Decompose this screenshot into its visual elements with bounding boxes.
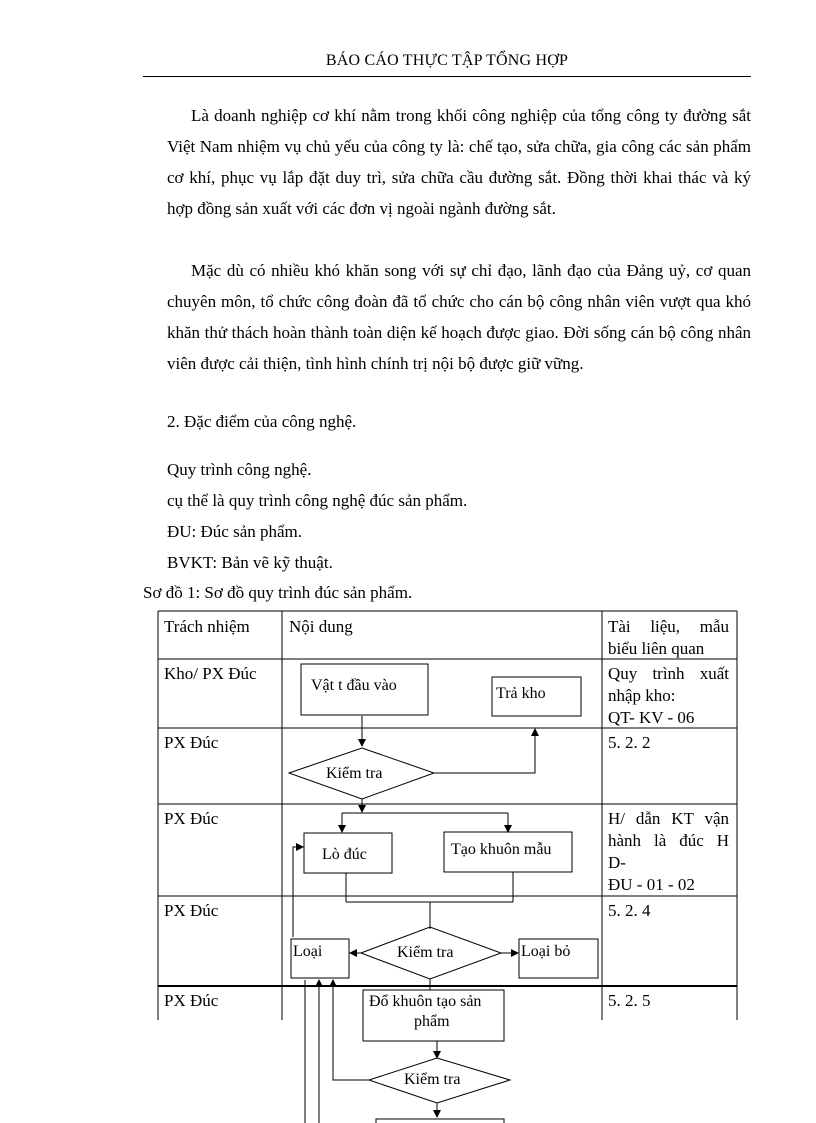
flow-furnace: Lò đúc bbox=[322, 846, 367, 863]
diagram-caption: Sơ đồ 1: Sơ đồ quy trình đúc sản phẩm. bbox=[143, 583, 413, 602]
line-abbrev-du: ĐU: Đúc sản phẩm. bbox=[167, 522, 303, 541]
flow-discard: Loại bỏ bbox=[521, 943, 571, 960]
table-header-docs-line2: biểu liên quan bbox=[608, 639, 705, 658]
line-specific: cụ thể là quy trình công nghệ đúc sản phẩm. bbox=[167, 491, 468, 510]
row1-docs-line3: QT- KV - 06 bbox=[608, 708, 695, 727]
flow-pour-line1: Đổ khuôn tạo sản bbox=[369, 993, 482, 1010]
paragraph-achievements: Mặc dù có nhiều khó khăn song với sự chỉ đạo, lãnh đạo của Đảng uỷ, cơ quan chuyên môn, tổ chức công đoàn đã tổ chức cho cán bộ công nhân viên vượt qua khó khăn thử thách hoàn thành toàn diện kế hoạch được giao. Đời sống cán bộ công nhân viên được cải thiện, tình hình chính trị nội bộ được giữ vững. bbox=[167, 261, 751, 373]
report-header-title: BÁO CÁO THỰC TẬP TỔNG HỢP bbox=[325, 52, 569, 69]
row1-docs-line2: nhập kho: bbox=[608, 686, 676, 705]
row4-docs: 5. 2. 4 bbox=[608, 901, 651, 920]
flow-reject: Loại bbox=[293, 943, 323, 960]
flow-input-material: Vật t đầu vào bbox=[311, 677, 397, 694]
row2-responsibility: PX Đúc bbox=[164, 733, 219, 752]
row5-docs: 5. 2. 5 bbox=[608, 991, 651, 1010]
flow-mold-making: Tạo khuôn mẫu bbox=[451, 841, 552, 858]
table-header-content: Nội dung bbox=[289, 617, 353, 636]
row3-docs-line2: hành là đúc H bbox=[608, 831, 729, 850]
section-heading: 2. Đặc điểm của công nghệ. bbox=[167, 412, 357, 431]
row3-docs-line1: H/ dẫn KT vận bbox=[608, 809, 729, 828]
flow-check-2: Kiểm tra bbox=[397, 944, 454, 961]
row5-responsibility: PX Đúc bbox=[164, 991, 219, 1010]
row4-responsibility: PX Đúc bbox=[164, 901, 219, 920]
flow-pour-line2: phẩm bbox=[414, 1013, 450, 1030]
row3-docs-line4: ĐU - 01 - 02 bbox=[608, 875, 695, 894]
flow-check-3: Kiểm tra bbox=[404, 1071, 461, 1088]
row2-docs: 5. 2. 2 bbox=[608, 733, 651, 752]
row1-responsibility: Kho/ PX Đúc bbox=[164, 664, 257, 683]
paragraph-company-duties: Là doanh nghiệp cơ khí nằm trong khối công nghiệp của tổng công ty đường sắt Việt Nam nhiệm vụ chủ yếu của công ty là: chế tạo, sửa chữa, gia công các sản phẩm cơ khí, phục vụ lắp đặt duy trì, sửa chữa cầu đường sắt. Đồng thời khai thác và ký hợp đồng sản xuất với các đơn vị ngoài ngành đường sắt. bbox=[167, 106, 751, 218]
row3-docs-line3: D- bbox=[608, 853, 626, 872]
row1-docs-line1: Quy trình xuất bbox=[608, 664, 729, 683]
row3-responsibility: PX Đúc bbox=[164, 809, 219, 828]
table-header-responsibility: Trách nhiệm bbox=[164, 617, 250, 636]
flow-return-store: Trả kho bbox=[496, 685, 546, 702]
line-abbrev-bvkt: BVKT: Bản vẽ kỹ thuật. bbox=[167, 553, 333, 572]
flow-check-1: Kiểm tra bbox=[326, 765, 383, 782]
table-header-docs: Tài liệu, mẫu bbox=[608, 617, 729, 636]
line-process: Quy trình công nghệ. bbox=[167, 460, 312, 479]
